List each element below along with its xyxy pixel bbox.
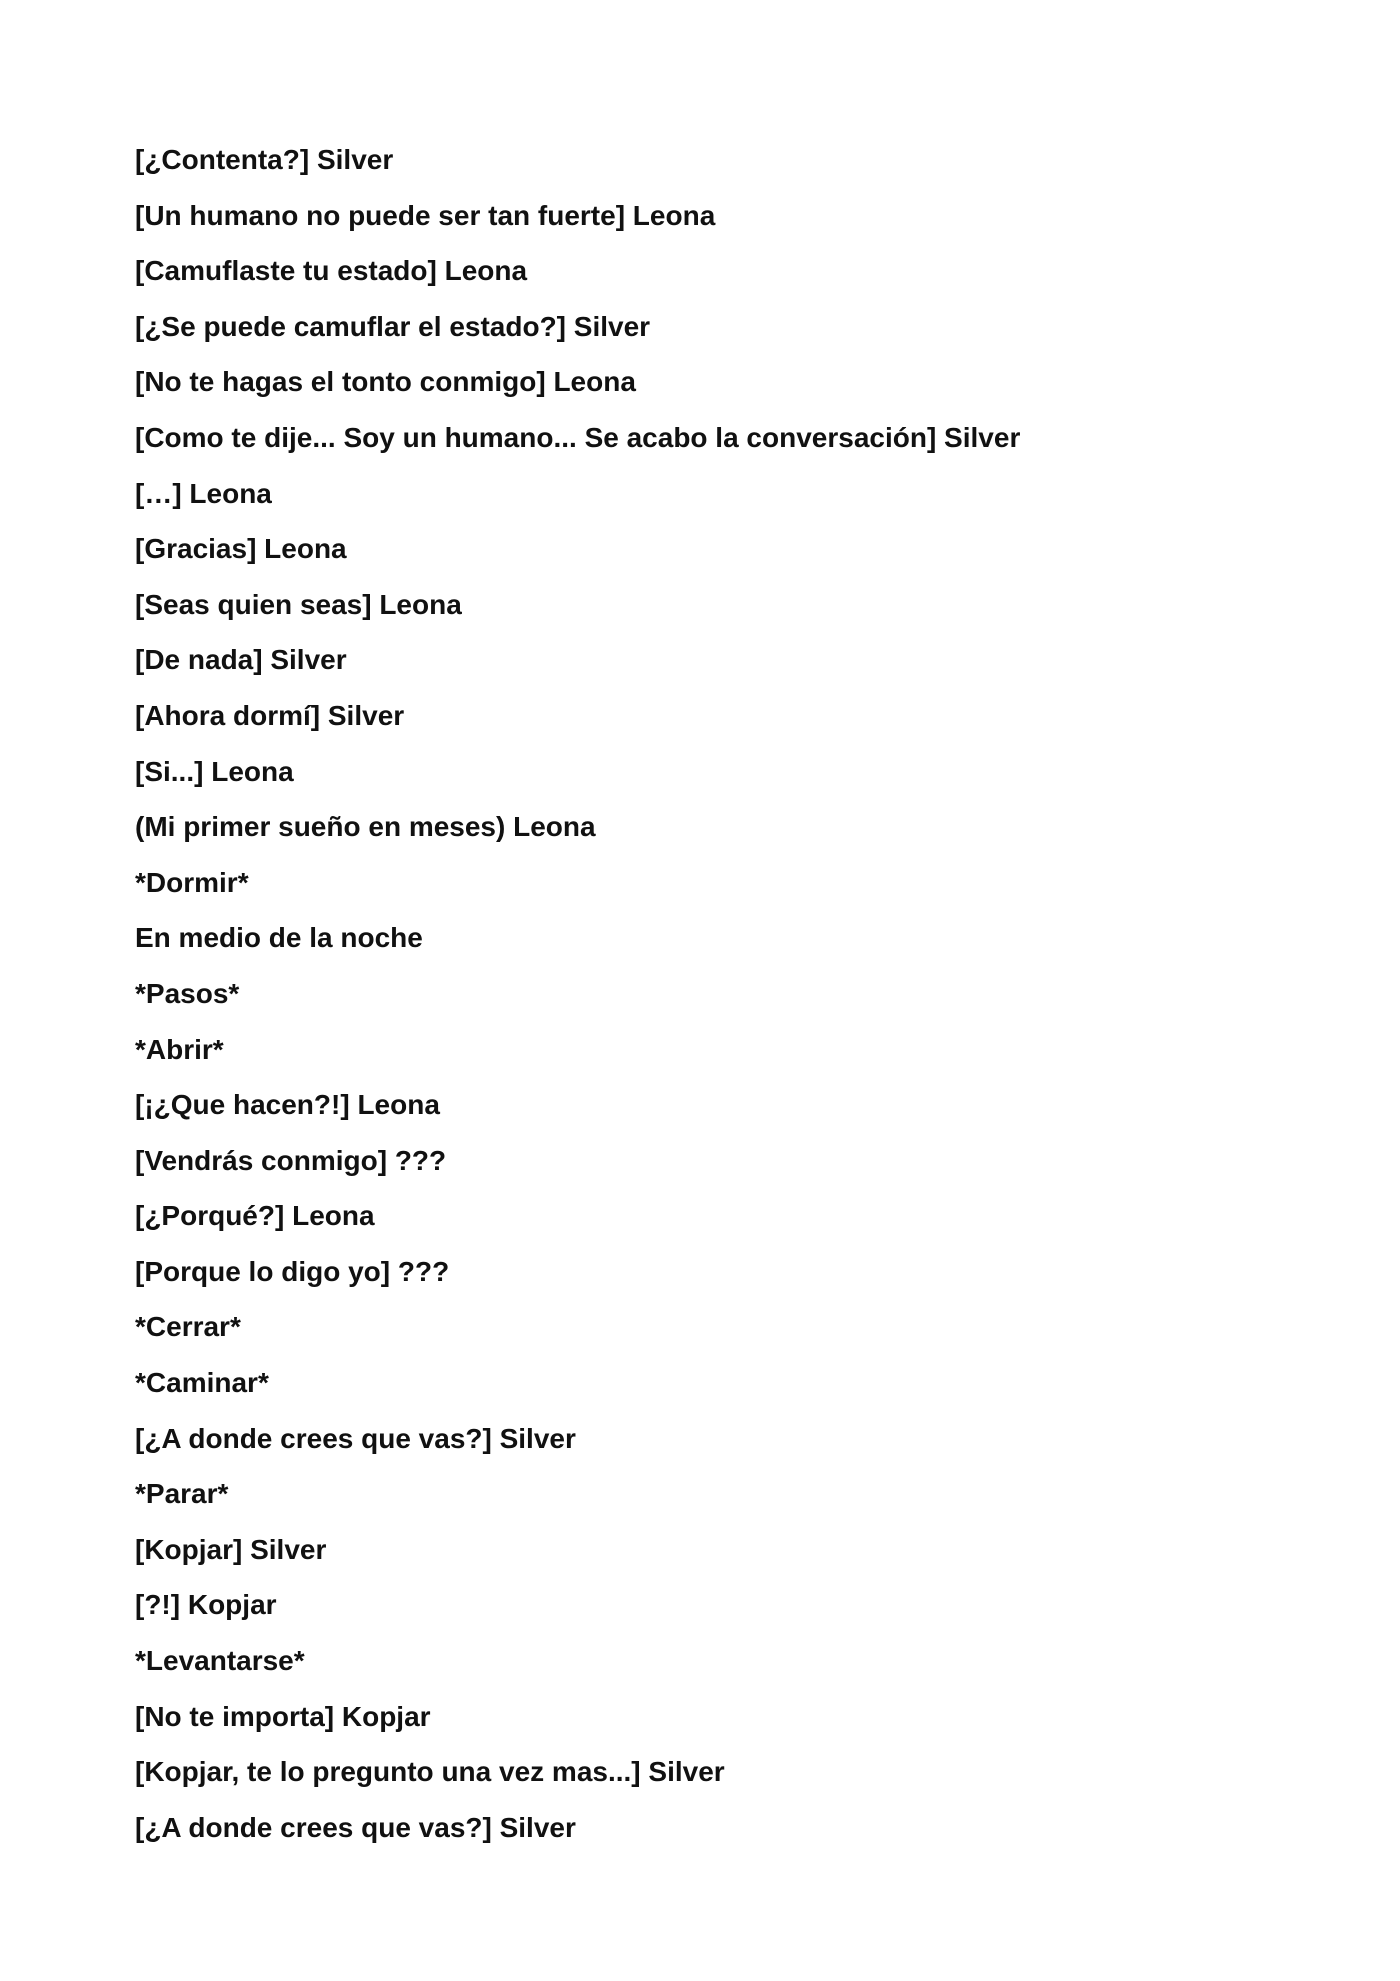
dialogue-line: [Un humano no puede ser tan fuerte] Leona — [135, 199, 716, 231]
dialogue-line: [No te hagas el tonto conmigo] Leona — [135, 366, 636, 398]
dialogue-line: (Mi primer sueño en meses) Leona — [135, 811, 596, 843]
dialogue-line: *Parar* — [135, 1478, 229, 1510]
dialogue-line: [Camuflaste tu estado] Leona — [135, 255, 528, 287]
dialogue-line: [¿A donde crees que vas?] Silver — [135, 1422, 576, 1454]
dialogue-line: [¡¿Que hacen?!] Leona — [135, 1089, 440, 1121]
dialogue-line: [¿Se puede camuflar el estado?] Silver — [135, 310, 651, 342]
dialogue-line: En medio de la noche — [135, 922, 423, 954]
dialogue-line: [Si...] Leona — [135, 755, 294, 787]
dialogue-line: [Gracias] Leona — [135, 533, 347, 565]
dialogue-line: [Seas quien seas] Leona — [135, 588, 462, 620]
dialogue-line: [Vendrás conmigo] ??? — [135, 1144, 447, 1176]
dialogue-line: *Pasos* — [135, 977, 240, 1009]
dialogue-line: *Cerrar* — [135, 1311, 241, 1343]
dialogue-line: [Como te dije... Soy un humano... Se acabo la conversación] Silver — [135, 421, 1021, 453]
dialogue-line: *Dormir* — [135, 866, 249, 898]
dialogue-line: [Ahora dormí] Silver — [135, 699, 405, 731]
dialogue-line: […] Leona — [135, 477, 272, 509]
dialogue-line: [¿Contenta?] Silver — [135, 144, 394, 175]
dialogue-line: [Kopjar, te lo pregunto una vez mas...] Silver — [135, 1756, 725, 1788]
dialogue-line: [De nada] Silver — [135, 644, 347, 676]
dialogue-line: [Porque lo digo yo] ??? — [135, 1255, 450, 1287]
dialogue-lines — [135, 132, 1020, 1855]
dialogue-line: [No te importa] Kopjar — [135, 1700, 431, 1732]
dialogue-line: [¿Porqué?] Leona — [135, 1200, 375, 1232]
dialogue-line: *Abrir* — [135, 1033, 224, 1065]
dialogue-line: *Levantarse* — [135, 1645, 305, 1677]
dialogue-line: [¿A donde crees que vas?] Silver — [135, 1811, 576, 1843]
dialogue-line: [Kopjar] Silver — [135, 1533, 327, 1565]
dialogue-line: [?!] Kopjar — [135, 1589, 277, 1621]
dialogue-line: *Caminar* — [135, 1367, 269, 1399]
